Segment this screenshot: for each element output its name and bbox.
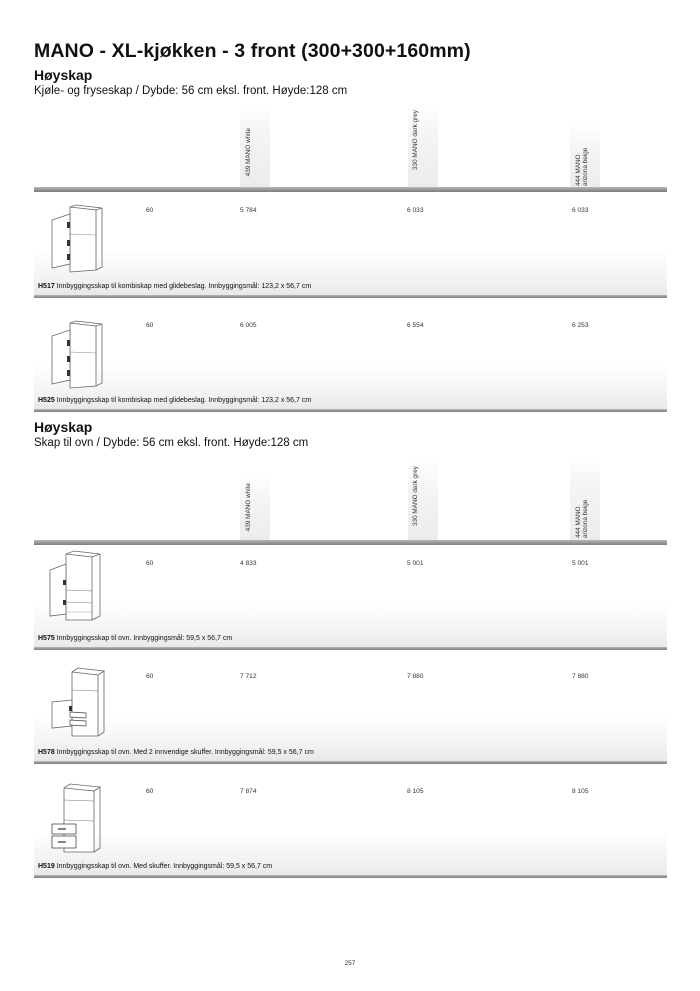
price-cell: 4 833 <box>240 560 257 567</box>
width-cell: 60 <box>146 788 154 795</box>
price-cell: 6 554 <box>407 322 424 329</box>
tall-cabinet-fridge-icon <box>46 204 108 274</box>
oven-cabinet-icon <box>46 550 108 622</box>
row-description <box>38 863 272 870</box>
price-cell: 8 105 <box>572 788 589 795</box>
price-cell: 7 880 <box>407 673 424 680</box>
column-label: 444 MANO arizona beige <box>575 499 590 538</box>
section-subheading: Kjøle- og fryseskap / Dybde: 56 cm eksl. front. Høyde:128 cm <box>34 85 348 97</box>
description-text: Innbyggingsskap til ovn. Innbyggingsmål: 59,5 x 56,7 cm <box>56 635 233 642</box>
row-description <box>38 749 314 756</box>
row-rule <box>34 875 667 878</box>
description-text: Innbyggingsskap til ovn. Med skuffer. Innbyggingsmål: 59,5 x 56,7 cm <box>56 863 273 870</box>
row-description <box>38 397 311 404</box>
column-label: 439 MANO white <box>245 483 252 532</box>
row-rule <box>34 647 667 650</box>
price-cell: 7 874 <box>240 788 257 795</box>
width-cell: 60 <box>146 322 154 329</box>
width-cell: 60 <box>146 560 154 567</box>
width-cell: 60 <box>146 673 154 680</box>
column-label: 330 MANO dark grey <box>412 466 419 527</box>
product-code: H517 <box>38 283 55 290</box>
product-code: H519 <box>38 863 55 870</box>
row-rule <box>34 409 667 412</box>
section-heading: Høyskap <box>34 67 93 83</box>
product-code: H525 <box>38 397 55 404</box>
price-cell: 5 784 <box>240 207 257 214</box>
oven-cabinet-inner-drawers-icon <box>46 666 108 738</box>
width-cell: 60 <box>146 207 154 214</box>
header-rule <box>34 540 667 545</box>
column-label: 330 MANO dark grey <box>412 110 419 171</box>
description-text: Innbyggingsskap til kombiskap med glidebeslag. Innbyggingsmål: 123,2 x 56,7 cm <box>56 283 312 290</box>
page-title: MANO - XL-kjøkken - 3 front (300+300+160mm) <box>34 40 471 62</box>
price-cell: 6 005 <box>240 322 257 329</box>
price-cell: 6 033 <box>407 207 424 214</box>
price-cell: 5 001 <box>572 560 589 567</box>
product-code: H575 <box>38 635 55 642</box>
price-cell: 6 033 <box>572 207 589 214</box>
tall-cabinet-fridge-icon <box>46 320 108 390</box>
price-cell: 5 001 <box>407 560 424 567</box>
oven-cabinet-drawers-icon <box>46 782 108 854</box>
column-label: 439 MANO white <box>245 128 252 177</box>
row-description <box>38 635 232 642</box>
row-rule <box>34 761 667 764</box>
section-heading: Høyskap <box>34 419 93 435</box>
row-rule <box>34 295 667 298</box>
row-description <box>38 283 311 290</box>
price-cell: 8 105 <box>407 788 424 795</box>
section-subheading: Skap til ovn / Dybde: 56 cm eksl. front. Høyde:128 cm <box>34 437 309 449</box>
header-rule <box>34 187 667 192</box>
column-label: 444 MANO arizona beige <box>575 147 590 186</box>
product-code: H578 <box>38 749 55 756</box>
price-cell: 7 880 <box>572 673 589 680</box>
price-cell: 7 712 <box>240 673 257 680</box>
price-cell: 6 253 <box>572 322 589 329</box>
page-number: 257 <box>344 960 356 967</box>
description-text: Innbyggingsskap til ovn. Med 2 innvendige skuffer. Innbyggingsmål: 59,5 x 56,7 cm <box>56 749 314 756</box>
description-text: Innbyggingsskap til kombiskap med glidebeslag. Innbyggingsmål: 123,2 x 56,7 cm <box>56 397 312 404</box>
